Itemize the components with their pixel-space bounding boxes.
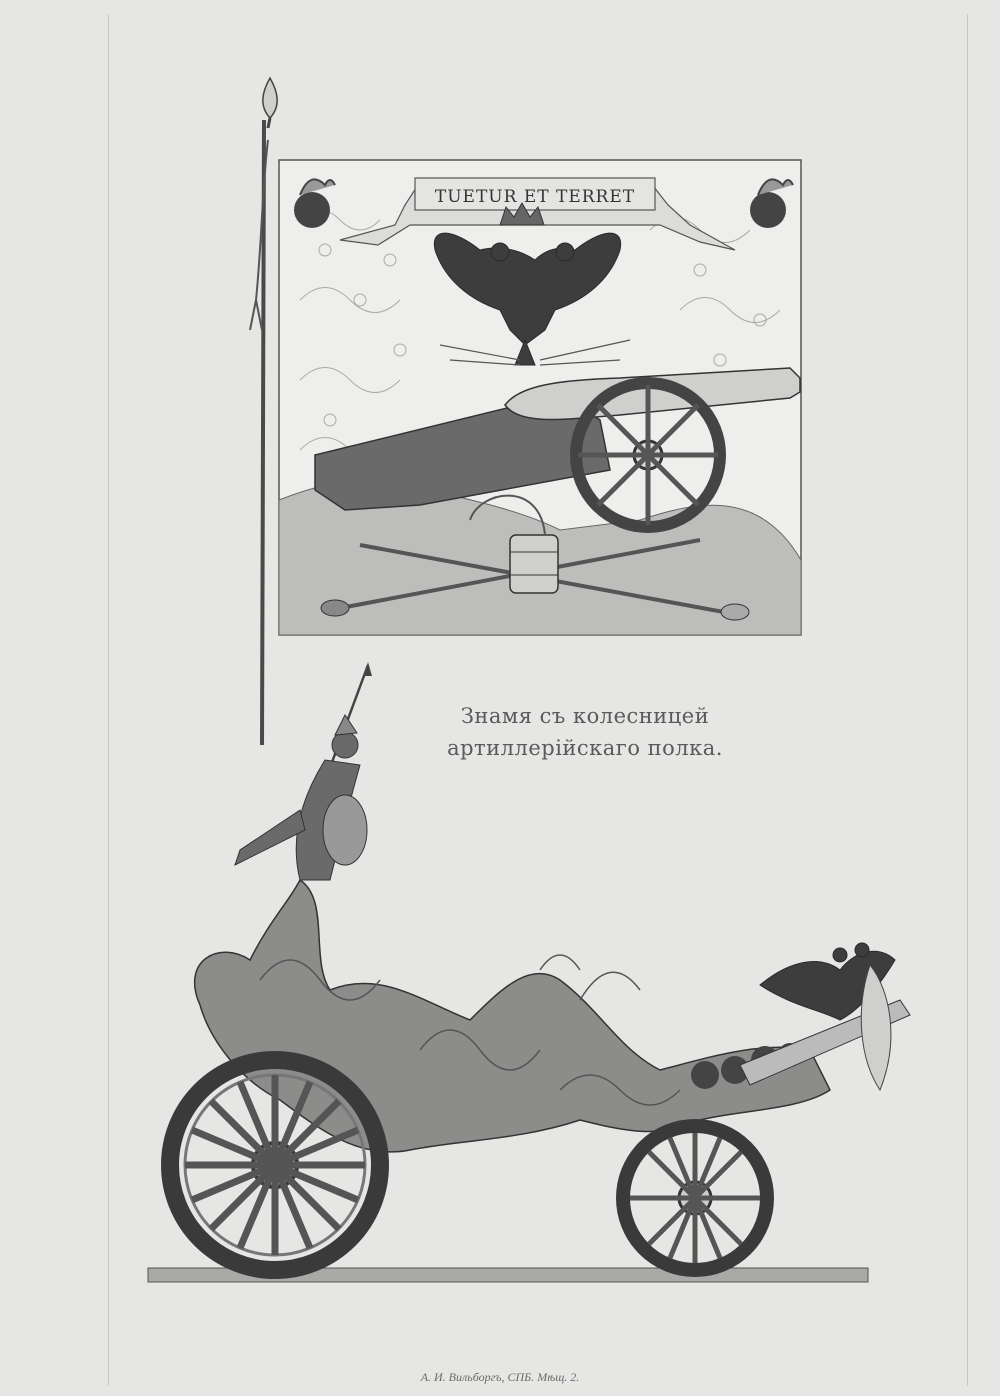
flag-illustration [250,78,801,745]
grenade-icon [750,192,786,228]
grenade-icon [294,192,330,228]
caption-line-1: Знамя съ колесницей [460,704,710,728]
warrior-figure-icon [235,715,367,880]
cannon-wheel-icon [576,383,720,527]
front-wheel-icon [623,1126,767,1270]
flag-motto: TUETUR ET TERRET [434,187,636,207]
keg-icon [510,535,558,593]
plate-caption [420,700,750,764]
finial-icon [263,78,277,118]
caption-line-2: артиллерійскаго полка. [447,736,723,760]
printer-imprint: А. И. Вильборгъ, СПБ. Мѣщ. 2. [420,1370,580,1384]
rear-wheel-icon [170,1060,380,1270]
